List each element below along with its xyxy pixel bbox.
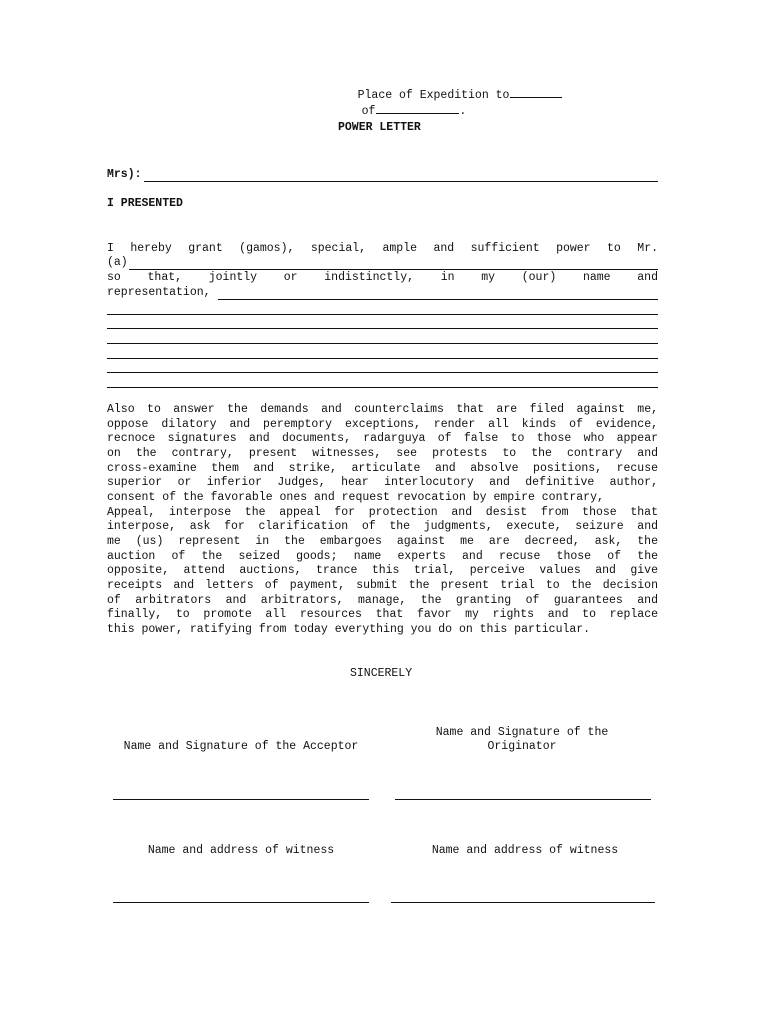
- closing: SINCERELY: [350, 667, 413, 680]
- originator-label-line2: Originator: [487, 740, 557, 753]
- blank-line[interactable]: [107, 343, 658, 344]
- of-label: of: [361, 105, 376, 118]
- acceptor-label: Name and Signature of the Acceptor: [123, 740, 359, 753]
- blank-line[interactable]: [107, 314, 658, 315]
- witness-left-line[interactable]: [113, 902, 369, 903]
- originator-label-line1: Name and Signature of the: [435, 726, 609, 739]
- body-line: superior or inferior Judges, hear interlocutory and definitive author,: [107, 476, 658, 489]
- witness-left-label: Name and address of witness: [147, 844, 335, 857]
- addressee-label: Mrs):: [107, 168, 142, 181]
- body-line: this power, ratifying from today everything you do on this particular.: [107, 623, 591, 636]
- body-line: receipts and letters of payment, submit the present trial to the decision: [107, 579, 658, 592]
- presented-label: I PRESENTED: [107, 197, 183, 210]
- body-line: Appeal, interpose the appeal for protection and desist from those that: [107, 506, 658, 519]
- witness-right-label: Name and address of witness: [431, 844, 619, 857]
- witness-right-line[interactable]: [391, 902, 655, 903]
- body-line: Also to answer the demands and counterclaims that are filed against me,: [107, 403, 658, 416]
- expedition-period: .: [459, 105, 467, 118]
- grant-line-3: so that, jointly or indistinctly, in my (our) name and: [107, 271, 658, 284]
- body-line: recnoce signatures and documents, radarguya of false to those who appear: [107, 432, 658, 445]
- body-line: oppose dilatory and peremptory exceptions, render all kinds of evidence,: [107, 418, 658, 431]
- expedition-place-blank[interactable]: [510, 86, 562, 98]
- body-line: interpose, ask for clarification of the judgments, execute, seizure and: [107, 520, 658, 533]
- grant-line-1: I hereby grant (gamos), special, ample and sufficient power to Mr.: [107, 242, 658, 255]
- originator-signature-line[interactable]: [395, 799, 651, 800]
- body-line: opposite, attend auctions, trance this trial, perceive values and give: [107, 564, 658, 577]
- representation-blank[interactable]: [218, 299, 658, 300]
- blank-line[interactable]: [107, 372, 658, 373]
- expedition-date-blank[interactable]: [376, 102, 459, 114]
- addressee-blank[interactable]: [144, 181, 658, 182]
- document-title: POWER LETTER: [338, 121, 421, 134]
- grant-line-4: representation,: [107, 286, 211, 299]
- blank-line[interactable]: [107, 328, 658, 329]
- body-line: cross-examine them and strike, articulate and absolve positions, recuse: [107, 462, 658, 475]
- grant-line-2: (a): [107, 256, 128, 269]
- body-line: consent of the favorable ones and request revocation by empire contrary,: [107, 491, 604, 504]
- grant-name-blank[interactable]: [129, 269, 658, 270]
- blank-line[interactable]: [107, 387, 658, 388]
- expedition-label: Place of Expedition to: [357, 89, 510, 102]
- body-line: on the contrary, present witnesses, see protests to the contrary and: [107, 447, 658, 460]
- acceptor-signature-line[interactable]: [113, 799, 369, 800]
- body-line: me (us) represent in the embargoes against me are decreed, ask, the: [107, 535, 658, 548]
- body-line: finally, to promote all resources that favor my rights and to replace: [107, 608, 658, 621]
- body-line: of arbitrators and arbitrators, manage, the granting of guarantees and: [107, 594, 658, 607]
- blank-line[interactable]: [107, 358, 658, 359]
- body-line: auction of the seized goods; name experts and recuse those of the: [107, 550, 658, 563]
